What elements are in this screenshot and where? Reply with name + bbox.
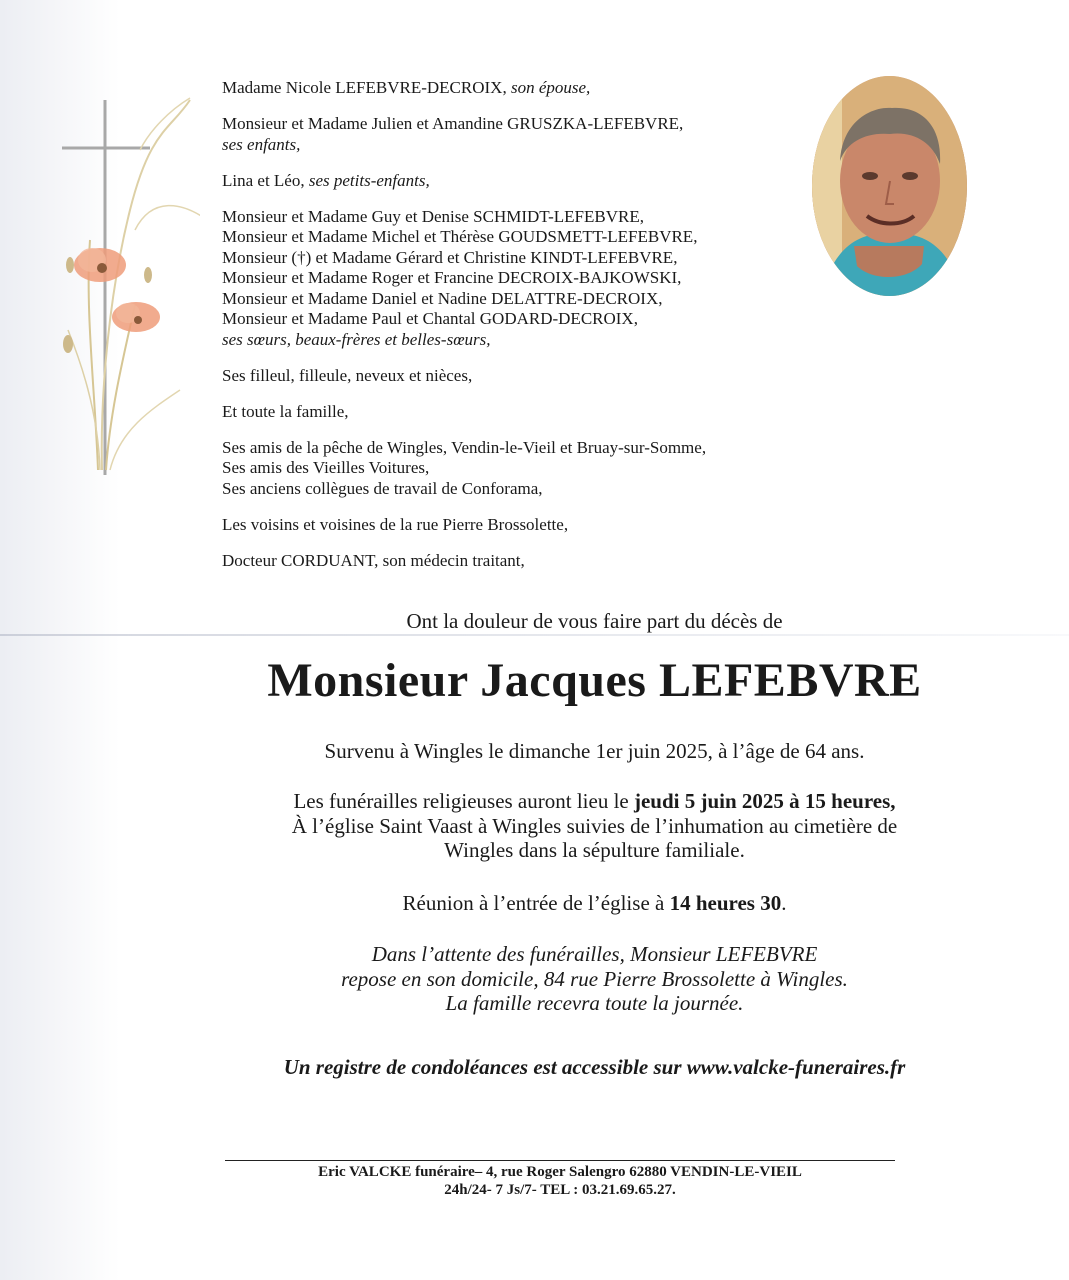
family-group bbox=[222, 438, 822, 500]
family-text: Monsieur et Madame Guy et Denise SCHMIDT-LEFEBVRE, bbox=[222, 206, 644, 226]
meeting-end: . bbox=[781, 891, 787, 915]
family-text: Docteur CORDUANT, son médecin traitant, bbox=[222, 550, 525, 570]
family-text: Monsieur et Madame Roger et Francine DECROIX-BAJKOWSKI, bbox=[222, 268, 682, 287]
death-notice bbox=[0, 739, 1069, 764]
family-relation: ses enfants, bbox=[222, 134, 301, 154]
meeting-time bbox=[0, 891, 1069, 916]
family-line bbox=[222, 479, 822, 500]
family-text: Madame Nicole LEFEBVRE-DECROIX, bbox=[222, 78, 511, 97]
family-line bbox=[222, 402, 822, 423]
family-text: Ses amis de la pêche de Wingles, Vendin-le-Vieil et Bruay-sur-Somme, bbox=[222, 437, 707, 457]
family-line bbox=[222, 309, 822, 330]
fold-line bbox=[0, 634, 1069, 636]
family-line bbox=[222, 289, 822, 310]
family-text: Lina et Léo, bbox=[222, 170, 309, 190]
family-line bbox=[222, 248, 822, 269]
family-line bbox=[222, 366, 822, 387]
wake-line-1: Dans l’attente des funérailles, Monsieur LEFEBVRE bbox=[371, 942, 818, 966]
family-text: Les voisins et voisines de la rue Pierre Brossolette, bbox=[222, 514, 569, 534]
family-relation: ses sœurs, beaux-frères et belles-sœurs, bbox=[222, 329, 491, 349]
family-line bbox=[222, 171, 822, 192]
family-group bbox=[222, 78, 822, 99]
family-text: Monsieur et Madame Michel et Thérèse GOUDSMETT-LEFEBVRE, bbox=[222, 227, 698, 246]
family-text: Et toute la famille, bbox=[222, 401, 349, 421]
family-text: Monsieur et Madame Paul et Chantal GODARD-DECROIX, bbox=[222, 309, 638, 328]
funeral-date: jeudi 5 juin 2025 à 15 heures, bbox=[633, 789, 896, 813]
funeral-home-footer bbox=[0, 1163, 1069, 1199]
meeting-line bbox=[0, 891, 1069, 916]
family-group bbox=[222, 207, 822, 351]
family-line bbox=[222, 78, 822, 99]
footer-address: Eric VALCKE funéraire– 4, rue Roger Salengro 62880 VENDIN-LE-VIEIL bbox=[318, 1164, 802, 1180]
family-line bbox=[222, 438, 822, 459]
wake-line-2: repose en son domicile, 84 rue Pierre Brossolette à Wingles. bbox=[341, 966, 848, 991]
family-text: Monsieur et Madame Julien et Amandine GRUSZKA-LEFEBVRE, bbox=[222, 114, 684, 133]
family-text: Ses anciens collègues de travail de Conforama, bbox=[222, 478, 543, 498]
family-relation: ses petits-enfants, bbox=[308, 170, 430, 190]
family-text: Monsieur (†) et Madame Gérard et Christine KINDT-LEFEBVRE, bbox=[222, 247, 678, 267]
family-line bbox=[222, 551, 822, 572]
meeting-intro: Réunion à l’entrée de l’église à bbox=[402, 891, 670, 915]
meeting-hour: 14 heures 30 bbox=[669, 891, 782, 915]
family-line bbox=[222, 515, 822, 536]
family-group bbox=[222, 402, 822, 423]
funeral-line-3: Wingles dans la sépulture familiale. bbox=[444, 838, 745, 862]
family-text: Ses filleul, filleule, neveux et nièces, bbox=[222, 365, 473, 385]
family-group bbox=[222, 551, 822, 572]
family-line bbox=[222, 268, 822, 289]
deceased-name: Monsieur Jacques LEFEBVRE bbox=[267, 654, 922, 707]
footer-divider bbox=[225, 1160, 895, 1161]
condolence-register: Un registre de condoléances est accessible sur www.valcke-funeraires.fr bbox=[283, 1055, 906, 1079]
family-line bbox=[222, 227, 822, 248]
family-group bbox=[222, 171, 822, 192]
footer-phone: 24h/24- 7 Js/7- TEL : 03.21.69.65.27. bbox=[444, 1182, 676, 1198]
deceased-photo bbox=[812, 76, 967, 296]
family-line bbox=[222, 330, 822, 351]
funeral-intro: Les funérailles religieuses auront lieu le bbox=[293, 789, 634, 813]
family-relation: son épouse, bbox=[510, 78, 591, 97]
family-group bbox=[222, 515, 822, 536]
announcement-line: Ont la douleur de vous faire part du décès de bbox=[406, 609, 783, 633]
family-text: Ses amis des Vieilles Voitures, bbox=[222, 458, 430, 477]
family-line bbox=[222, 458, 822, 479]
family-group bbox=[222, 114, 822, 155]
cross-poppy-illustration bbox=[40, 90, 200, 480]
family-line bbox=[222, 135, 822, 156]
family-group bbox=[222, 366, 822, 387]
family-line bbox=[222, 114, 822, 135]
funeral-line-1 bbox=[0, 789, 1069, 814]
wake-details bbox=[0, 942, 1069, 1016]
family-list bbox=[222, 78, 822, 587]
funeral-details bbox=[0, 789, 1069, 863]
death-notice-text: Survenu à Wingles le dimanche 1er juin 2025, à l’âge de 64 ans. bbox=[324, 739, 865, 763]
family-line bbox=[222, 207, 822, 228]
funeral-line-2: À l’église Saint Vaast à Wingles suivies de l’inhumation au cimetière de bbox=[291, 813, 898, 838]
wake-line-3: La famille recevra toute la journée. bbox=[445, 991, 744, 1015]
family-text: Monsieur et Madame Daniel et Nadine DELATTRE-DECROIX, bbox=[222, 288, 663, 308]
